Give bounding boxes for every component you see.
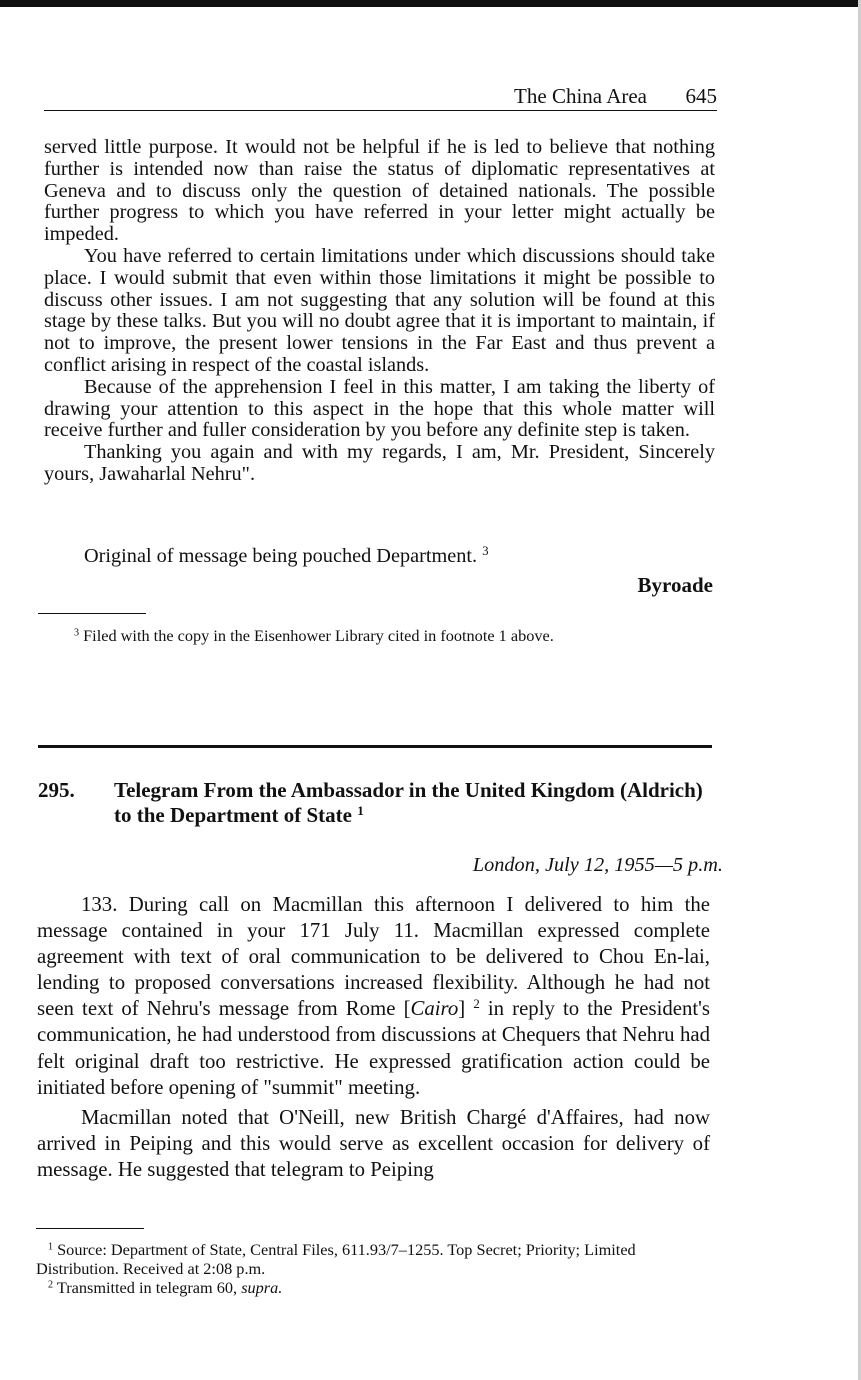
continuation-paragraph-1: served little purpose. It would not be helpful if he is led to believe that nothing further is intended now than raise the status of diplomatic representatives at Geneva and to discuss only the question of detained nationals. The possible further progress to which you have referred in your letter might actually be impeded. [44,136,715,246]
running-header-title: The China Area [514,84,647,108]
telegram-paragraph-1-b: in reply to the President's communication, he had understood from discussions at Chequers that Nehru had felt original draft too restrictive. He expressed gratification action could be initiated before opening of "summit" meeting. [37,997,711,1099]
footnote-1 [36,1240,711,1278]
footnote-ref-3: 3 [482,544,489,559]
footnote-ref-1: 1 [357,802,364,818]
telegram-paragraph-1-a: 133. During call on Macmillan this afternoon I delivered to him the message contained in your 171 July 11. Macmillan expressed complete agreement with text of oral communication to be delivered to Chou En-lai, lending to proposed conversations increased flexibility. Although he had not seen text of Nehru's message from Rome [37,893,710,1021]
document-number: 295. [38,778,75,802]
continuation-paragraph-4: Thanking you again and with my regards, I am, Mr. President, Sincerely yours, Jawaharlal Nehru". [44,441,715,485]
original-note-text: Original of message being pouched Department. [84,545,478,567]
running-header [44,84,717,111]
footnotes-bottom [36,1240,711,1297]
telegram-paragraph-1: 133. During call on Macmillan this afternoon I delivered to him the message contained in your 171 July 11. Macmillan expressed complete agreement with text of oral communication to be delivered to Chou En-lai, lending to proposed conversations increased flexibility. Although he had not seen text of Nehru's message from Rome [Cairo] $^2$ in reply to the President's communication, he had understood from discussions at Chequers that Nehru had felt original draft too restrictive. He expressed gratification action could be initiated before opening of "summit" meeting. [37,893,711,1099]
footnote-2-italic: supra. [241,1278,283,1297]
telegram-body [37,892,710,1183]
footnote-1-marker: 1 [48,1241,54,1253]
page-number: 645 [685,84,717,108]
page-top-edge [0,0,861,7]
footnote-2-marker: 2 [48,1279,54,1291]
letter-continuation [44,137,715,486]
dateline: London, July 12, 1955—5 p.m. [472,854,723,876]
footnote-2 [36,1278,711,1297]
telegram-paragraph-2: Macmillan noted that O'Neill, new British Chargé d'Affaires, had now arrived in Peiping and this would serve as excellent occasion for delivery of message. He suggested that telegram to Peiping [37,1105,710,1181]
footnote-rule-bottom [36,1228,144,1229]
section-divider [38,745,712,748]
document-title [114,778,714,828]
continuation-paragraph-2: You have referred to certain limitations under which discussions should take place. I would submit that even within those limitations it might be possible to discuss other issues. I am not suggesting that any solution will be found at this stage by these talks. But you will no doubt agree that it is important to maintain, if not to improve, the present lower tensions in the Far East and thus prevent a conflict arising in respect of the coastal islands. [44,244,715,376]
footnote-2-text: Transmitted in telegram 60, [56,1278,238,1297]
original-note [84,545,488,568]
footnote-3-text: Filed with the copy in the Eisenhower Library cited in footnote 1 above. [83,626,554,645]
footnote-3 [74,626,554,645]
continuation-paragraph-3: Because of the apprehension I feel in this matter, I am taking the liberty of drawing your attention to this aspect in the hope that this whole matter will receive further and fuller consideration by you before any definite step is taken. [44,375,715,442]
footnote-1-text: Source: Department of State, Central Files, 611.93/7–1255. Top Secret; Priority; Limited Distribution. Received at 2:08 p.m. [36,1240,636,1278]
footnote-ref-2: 2 [473,997,480,1012]
document-title-text: Telegram From the Ambassador in the United Kingdom (Aldrich) to the Department of State [114,778,703,827]
footnote-rule-top [38,613,146,614]
signature: Byroade [637,573,713,597]
footnote-3-marker: 3 [74,627,80,639]
bracket-insertion: Cairo [410,997,459,1021]
